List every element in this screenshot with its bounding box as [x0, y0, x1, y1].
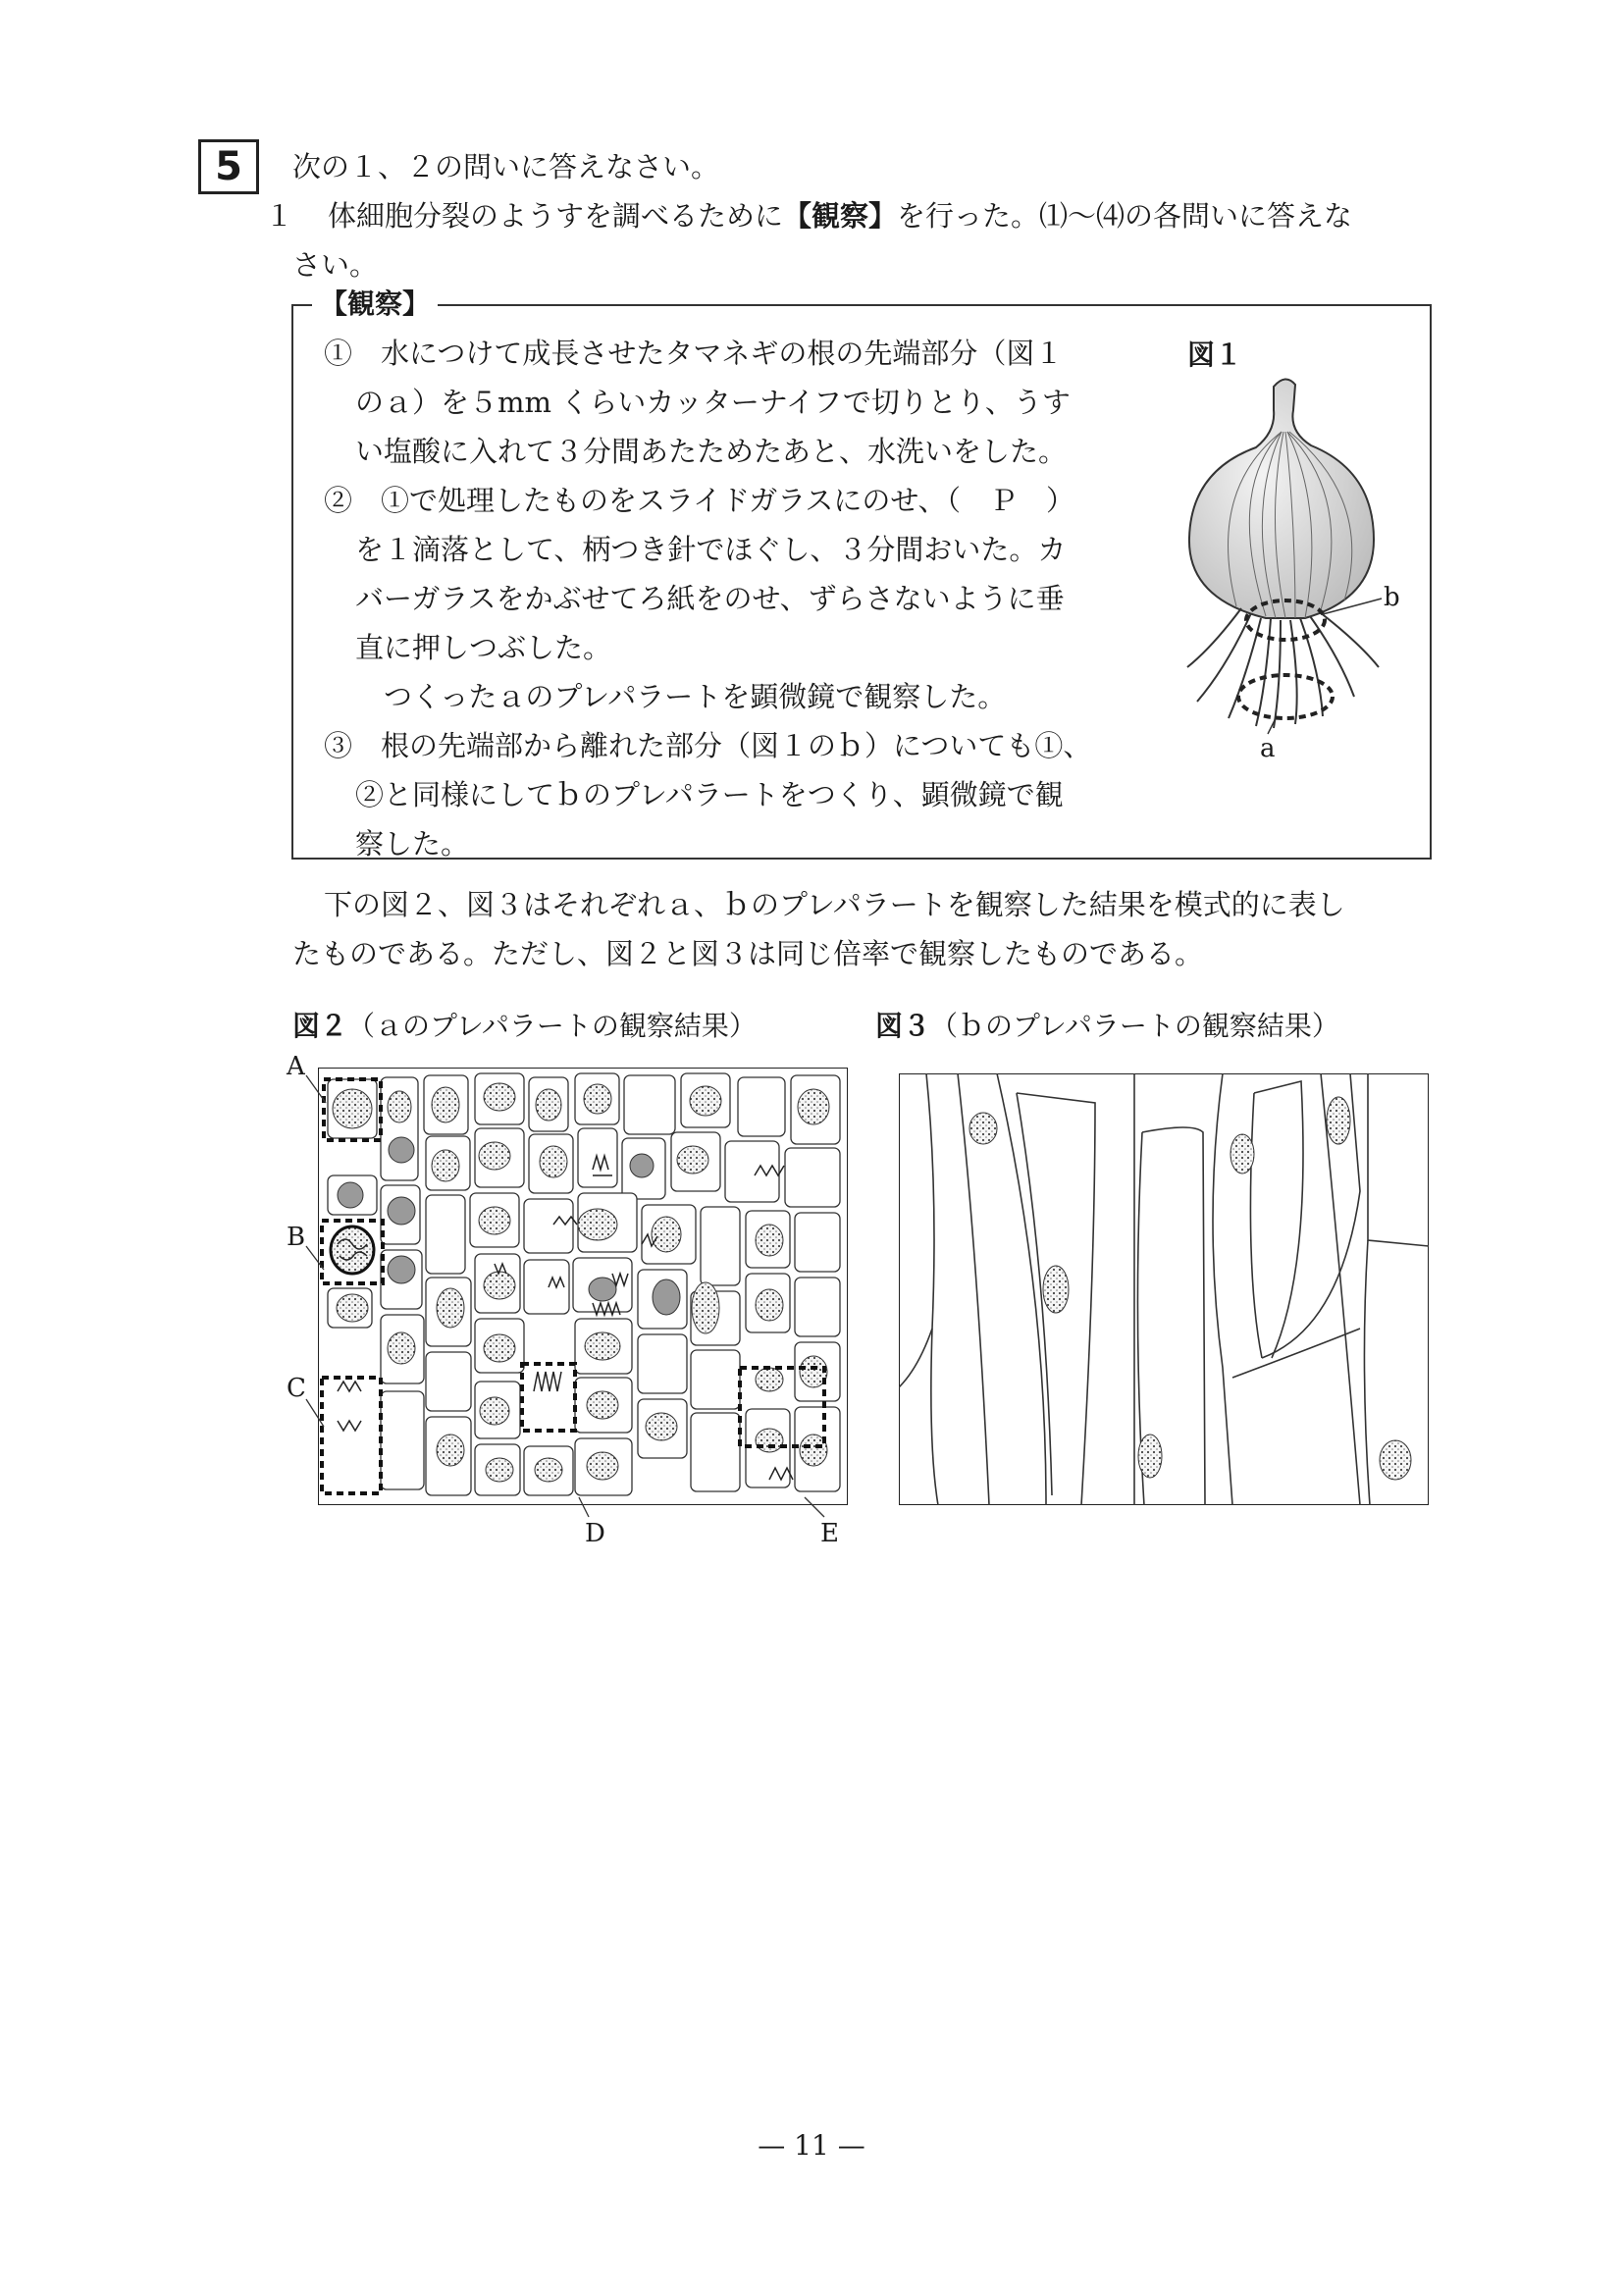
figure1-label-b: b [1384, 583, 1400, 612]
obs-line-6: バーガラスをかぶせてろ紙をのせ、ずらさないように垂 [355, 582, 1065, 615]
figure2-mark-B: B [287, 1223, 306, 1252]
obs-line-2: のａ）を５mm くらいカッターナイフで切りとり、うす [355, 386, 1071, 419]
figure2-mark-C: C [287, 1374, 306, 1403]
obs-line-1: ① 水につけて成長させたタマネギの根の先端部分（図１ [324, 337, 1064, 370]
sub-question-bold: 【観察】 [783, 199, 898, 233]
question-number: 5 [198, 139, 259, 194]
figure2-mark-E: E [820, 1519, 839, 1548]
body-line-1: 下の図２、図３はそれぞれａ、ｂのプレパラートを観察した結果を模式的に表し [324, 888, 1345, 921]
figure3-label: 図３ [875, 1010, 931, 1042]
observation-title: 【観察】 [312, 285, 438, 324]
figure2-caption [292, 1005, 757, 1044]
body-line-2: たものである。ただし、図２と図３は同じ倍率で観察したものである。 [292, 937, 1204, 970]
obs-line-4: ② ①で処理したものをスライドガラスにのせ、（ Ｐ ） [324, 484, 1075, 517]
figure1-label: 図１ [1187, 339, 1243, 371]
page-number: — 11 — [758, 2129, 865, 2162]
figure1-label-a: a [1260, 734, 1276, 763]
figure3-caption [875, 1005, 1339, 1044]
figure3-caption-text: （ｂのプレパラートの観察結果） [930, 1010, 1339, 1042]
obs-line-10: ②と同様にしてｂのプレパラートをつくり、顕微鏡で観 [355, 778, 1064, 811]
obs-line-11: 察した。 [355, 827, 470, 861]
obs-line-9: ③ 根の先端部から離れた部分（図１のｂ）についても①、 [324, 729, 1092, 762]
question-intro: 次の１、２の問いに答えなさい。 [292, 150, 720, 183]
figure2-leader-lines [294, 1060, 883, 1531]
figure2-label: 図２ [292, 1010, 348, 1042]
sub-question-text-a: 体細胞分裂のようすを調べるために [328, 199, 784, 233]
sub-question-number: １ [265, 199, 294, 233]
sub-question-text-b: を行った。⑴～⑷の各問いに答えな [897, 199, 1353, 233]
figure2-mark-D: D [585, 1519, 605, 1548]
figure2-mark-A: A [287, 1052, 305, 1081]
figure3-image [899, 1073, 1429, 1505]
obs-line-3: い塩酸に入れて３分間あたためたあと、水洗いをした。 [355, 435, 1068, 468]
obs-line-5: を１滴落として、柄つき針でほぐし、３分間おいた。カ [355, 533, 1067, 566]
sub-question-line2: さい。 [292, 248, 379, 282]
obs-line-8: つくったａのプレパラートを顕微鏡で観察した。 [355, 680, 1007, 713]
sub-question-line1 [328, 192, 1352, 239]
figure2-caption-text: （ａのプレパラートの観察結果） [347, 1010, 757, 1042]
onion-illustration [1158, 373, 1413, 765]
obs-line-7: 直に押しつぶした。 [355, 631, 612, 664]
